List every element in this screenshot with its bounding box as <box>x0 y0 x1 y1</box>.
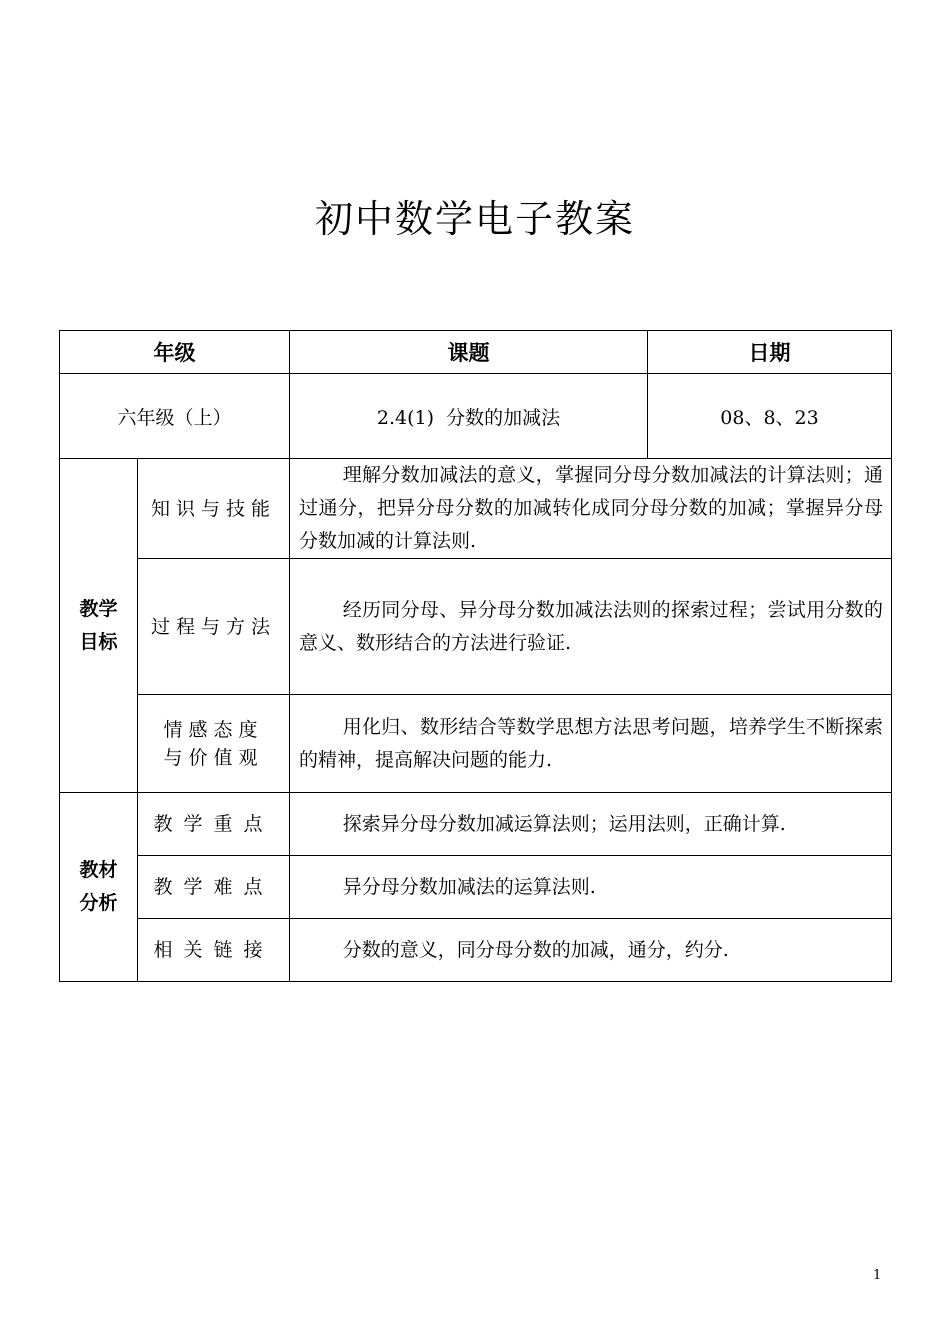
topic-header: 课题 <box>290 331 648 374</box>
page-number: 1 <box>873 1268 882 1283</box>
knowledge-text: 理解分数加减法的意义，掌握同分母分数加减法的计算法则；通过通分，把异分母分数的加减转化成同分母分数的加减；掌握异分母分数加减的计算法则. <box>290 459 892 559</box>
attitude-text: 用化归、数形结合等数学思想方法思考问题，培养学生不断探索的精神，提高解决问题的能力. <box>290 695 892 793</box>
knowledge-label: 知识与技能 <box>138 459 290 559</box>
header-row <box>60 331 892 374</box>
difficulty-row <box>60 856 892 919</box>
teaching-goals-label <box>60 459 138 793</box>
teaching-goals-label-line2: 目标 <box>79 630 118 653</box>
attitude-label-line1: 情感态度 <box>163 718 264 741</box>
lesson-plan-table <box>59 330 892 982</box>
focus-row <box>60 793 892 856</box>
difficulty-label: 教学难点 <box>138 856 290 919</box>
attitude-label <box>138 695 290 793</box>
material-analysis-label <box>60 793 138 982</box>
links-label: 相关链接 <box>138 919 290 982</box>
focus-text: 探索异分母分数加减运算法则；运用法则，正确计算. <box>290 793 892 856</box>
teaching-goals-label-line1: 教学 <box>79 597 118 620</box>
attitude-row <box>60 695 892 793</box>
process-row <box>60 559 892 695</box>
difficulty-text: 异分母分数加减法的运算法则. <box>290 856 892 919</box>
process-label: 过程与方法 <box>138 559 290 695</box>
page-title: 初中数学电子教案 <box>314 197 635 241</box>
date-header: 日期 <box>648 331 892 374</box>
grade-header: 年级 <box>60 331 290 374</box>
topic-value: 2.4(1) 分数的加减法 <box>290 374 648 459</box>
process-text: 经历同分母、异分母分数加减法法则的探索过程；尝试用分数的意义、数形结合的方法进行验证. <box>290 559 892 695</box>
material-analysis-label-line1: 教材 <box>79 859 118 881</box>
info-row <box>60 374 892 459</box>
links-row <box>60 919 892 982</box>
attitude-label-line2: 与价值观 <box>163 746 264 769</box>
knowledge-row <box>60 459 892 559</box>
focus-label: 教学重点 <box>138 793 290 856</box>
grade-value: 六年级（上） <box>60 374 290 459</box>
material-analysis-label-line2: 分析 <box>79 892 118 914</box>
links-text: 分数的意义，同分母分数的加减，通分，约分. <box>290 919 892 982</box>
date-value: 08、8、23 <box>648 374 892 459</box>
